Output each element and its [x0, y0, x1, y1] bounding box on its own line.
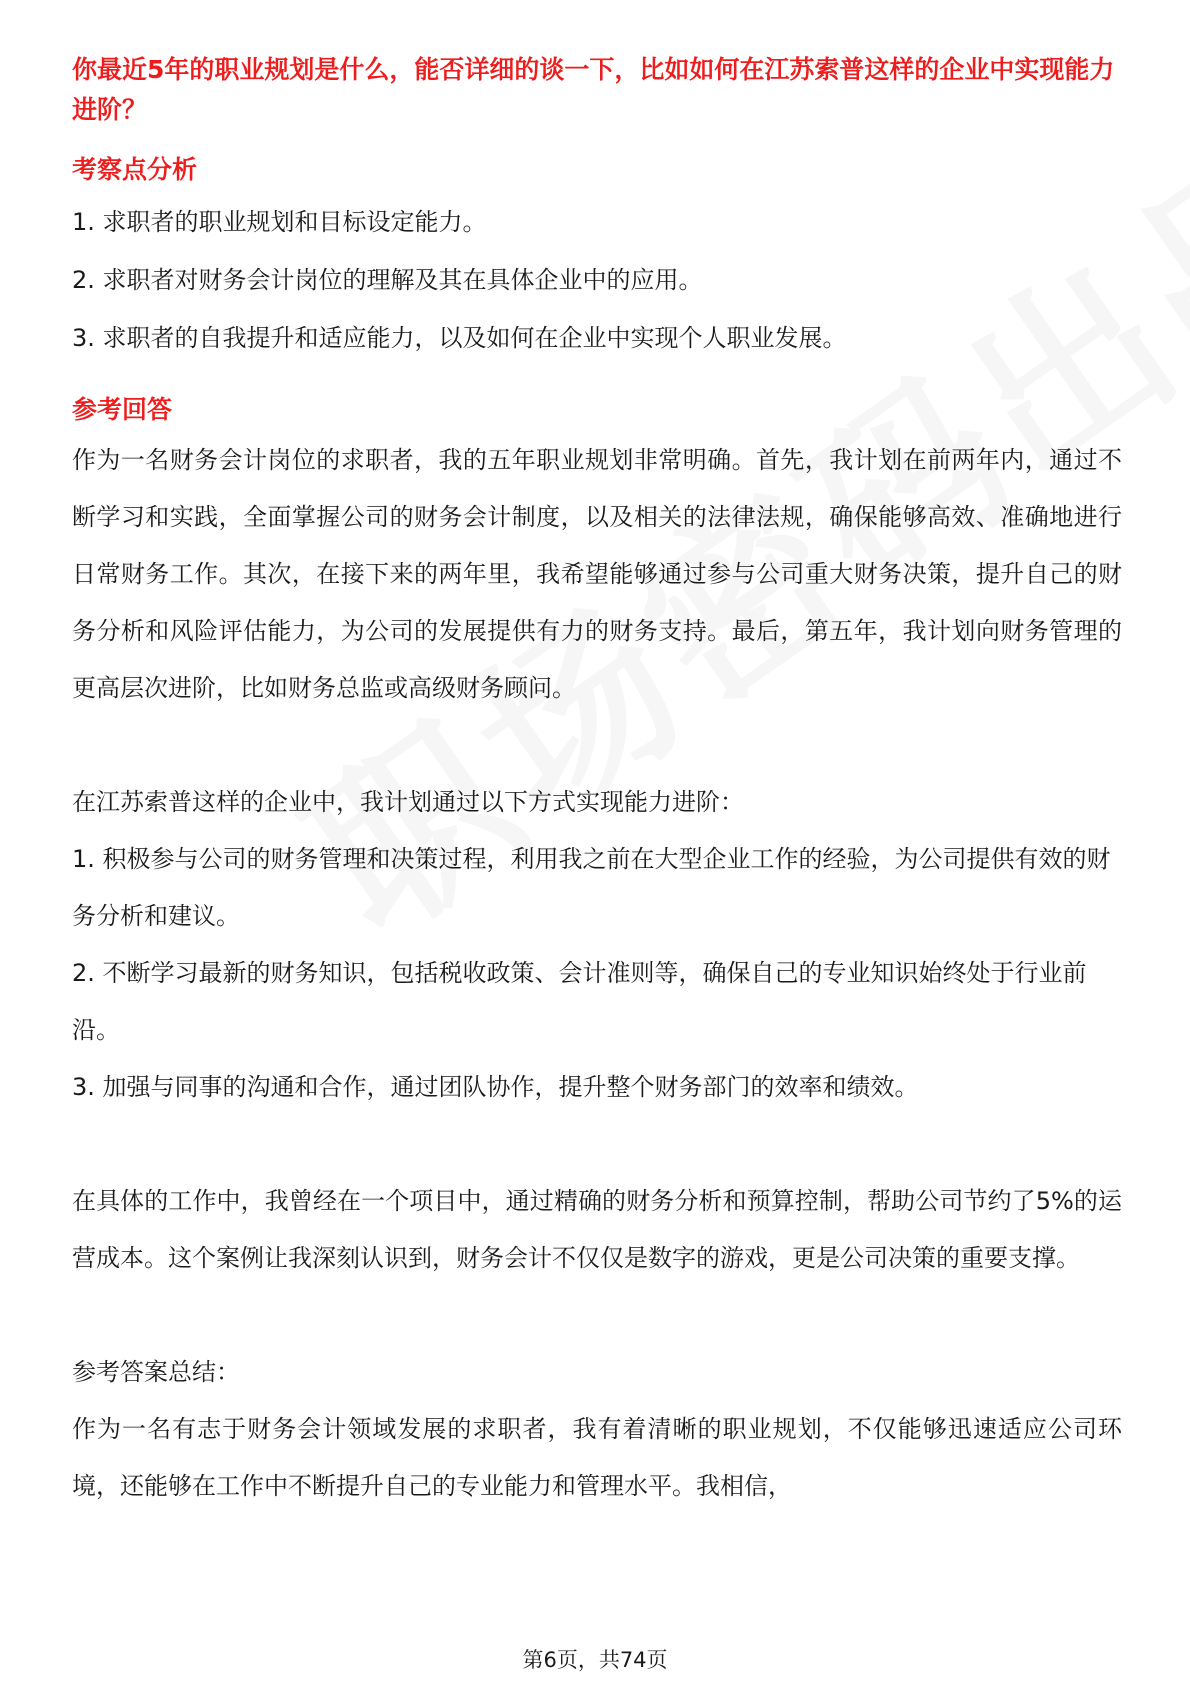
- answer-title: 参考回答: [72, 395, 173, 424]
- question-heading: 你最近5年的职业规划是什么，能否详细的谈一下，比如如何在江苏索普这样的企业中实现能力进阶？: [72, 55, 1115, 124]
- answer-paragraph-3: 在具体的工作中，我曾经在一个项目中，通过精确的财务分析和预算控制，帮助公司节约了5%的运营成本。这个案例让我深刻认识到，财务会计不仅仅是数字的游戏，更是公司决策的重要支撑。: [72, 1187, 1122, 1272]
- page-number: 第6页，共74页: [522, 1648, 668, 1672]
- analysis-title: 考察点分析: [72, 155, 198, 184]
- answer-paragraph-2-intro: 在江苏索普这样的企业中，我计划通过以下方式实现能力进阶：: [72, 788, 744, 816]
- document-page: [72, 50, 1122, 1515]
- answer-step: 2. 不断学习最新的财务知识，包括税收政策、会计准则等，确保自己的专业知识始终处于行业前沿。: [72, 959, 1087, 1044]
- answer-step: 1. 积极参与公司的财务管理和决策过程，利用我之前在大型企业工作的经验，为公司提供有效的财务分析和建议。: [72, 845, 1111, 930]
- analysis-item: 3. 求职者的自我提升和适应能力，以及如何在企业中实现个人职业发展。: [72, 324, 847, 352]
- analysis-item: 1. 求职者的职业规划和目标设定能力。: [72, 208, 487, 236]
- summary-label: 参考答案总结：: [72, 1358, 240, 1386]
- answer-step: 3. 加强与同事的沟通和合作，通过团队协作，提升整个财务部门的效率和绩效。: [72, 1073, 919, 1101]
- analysis-item: 2. 求职者对财务会计岗位的理解及其在具体企业中的应用。: [72, 266, 703, 294]
- summary-text: 作为一名有志于财务会计领域发展的求职者，我有着清晰的职业规划，不仅能够迅速适应公司环境，还能够在工作中不断提升自己的专业能力和管理水平。我相信，: [72, 1415, 1122, 1500]
- answer-paragraph-1: 作为一名财务会计岗位的求职者，我的五年职业规划非常明确。首先，我计划在前两年内，通过不断学习和实践，全面掌握公司的财务会计制度，以及相关的法律法规，确保能够高效、准确地进行日常财务工作。其次，在接下来的两年里，我希望能够通过参与公司重大财务决策，提升自己的财务分析和风险评估能力，为公司的发展提供有力的财务支持。最后，第五年，我计划向财务管理的更高层次进阶，比如财务总监或高级财务顾问。: [72, 446, 1122, 702]
